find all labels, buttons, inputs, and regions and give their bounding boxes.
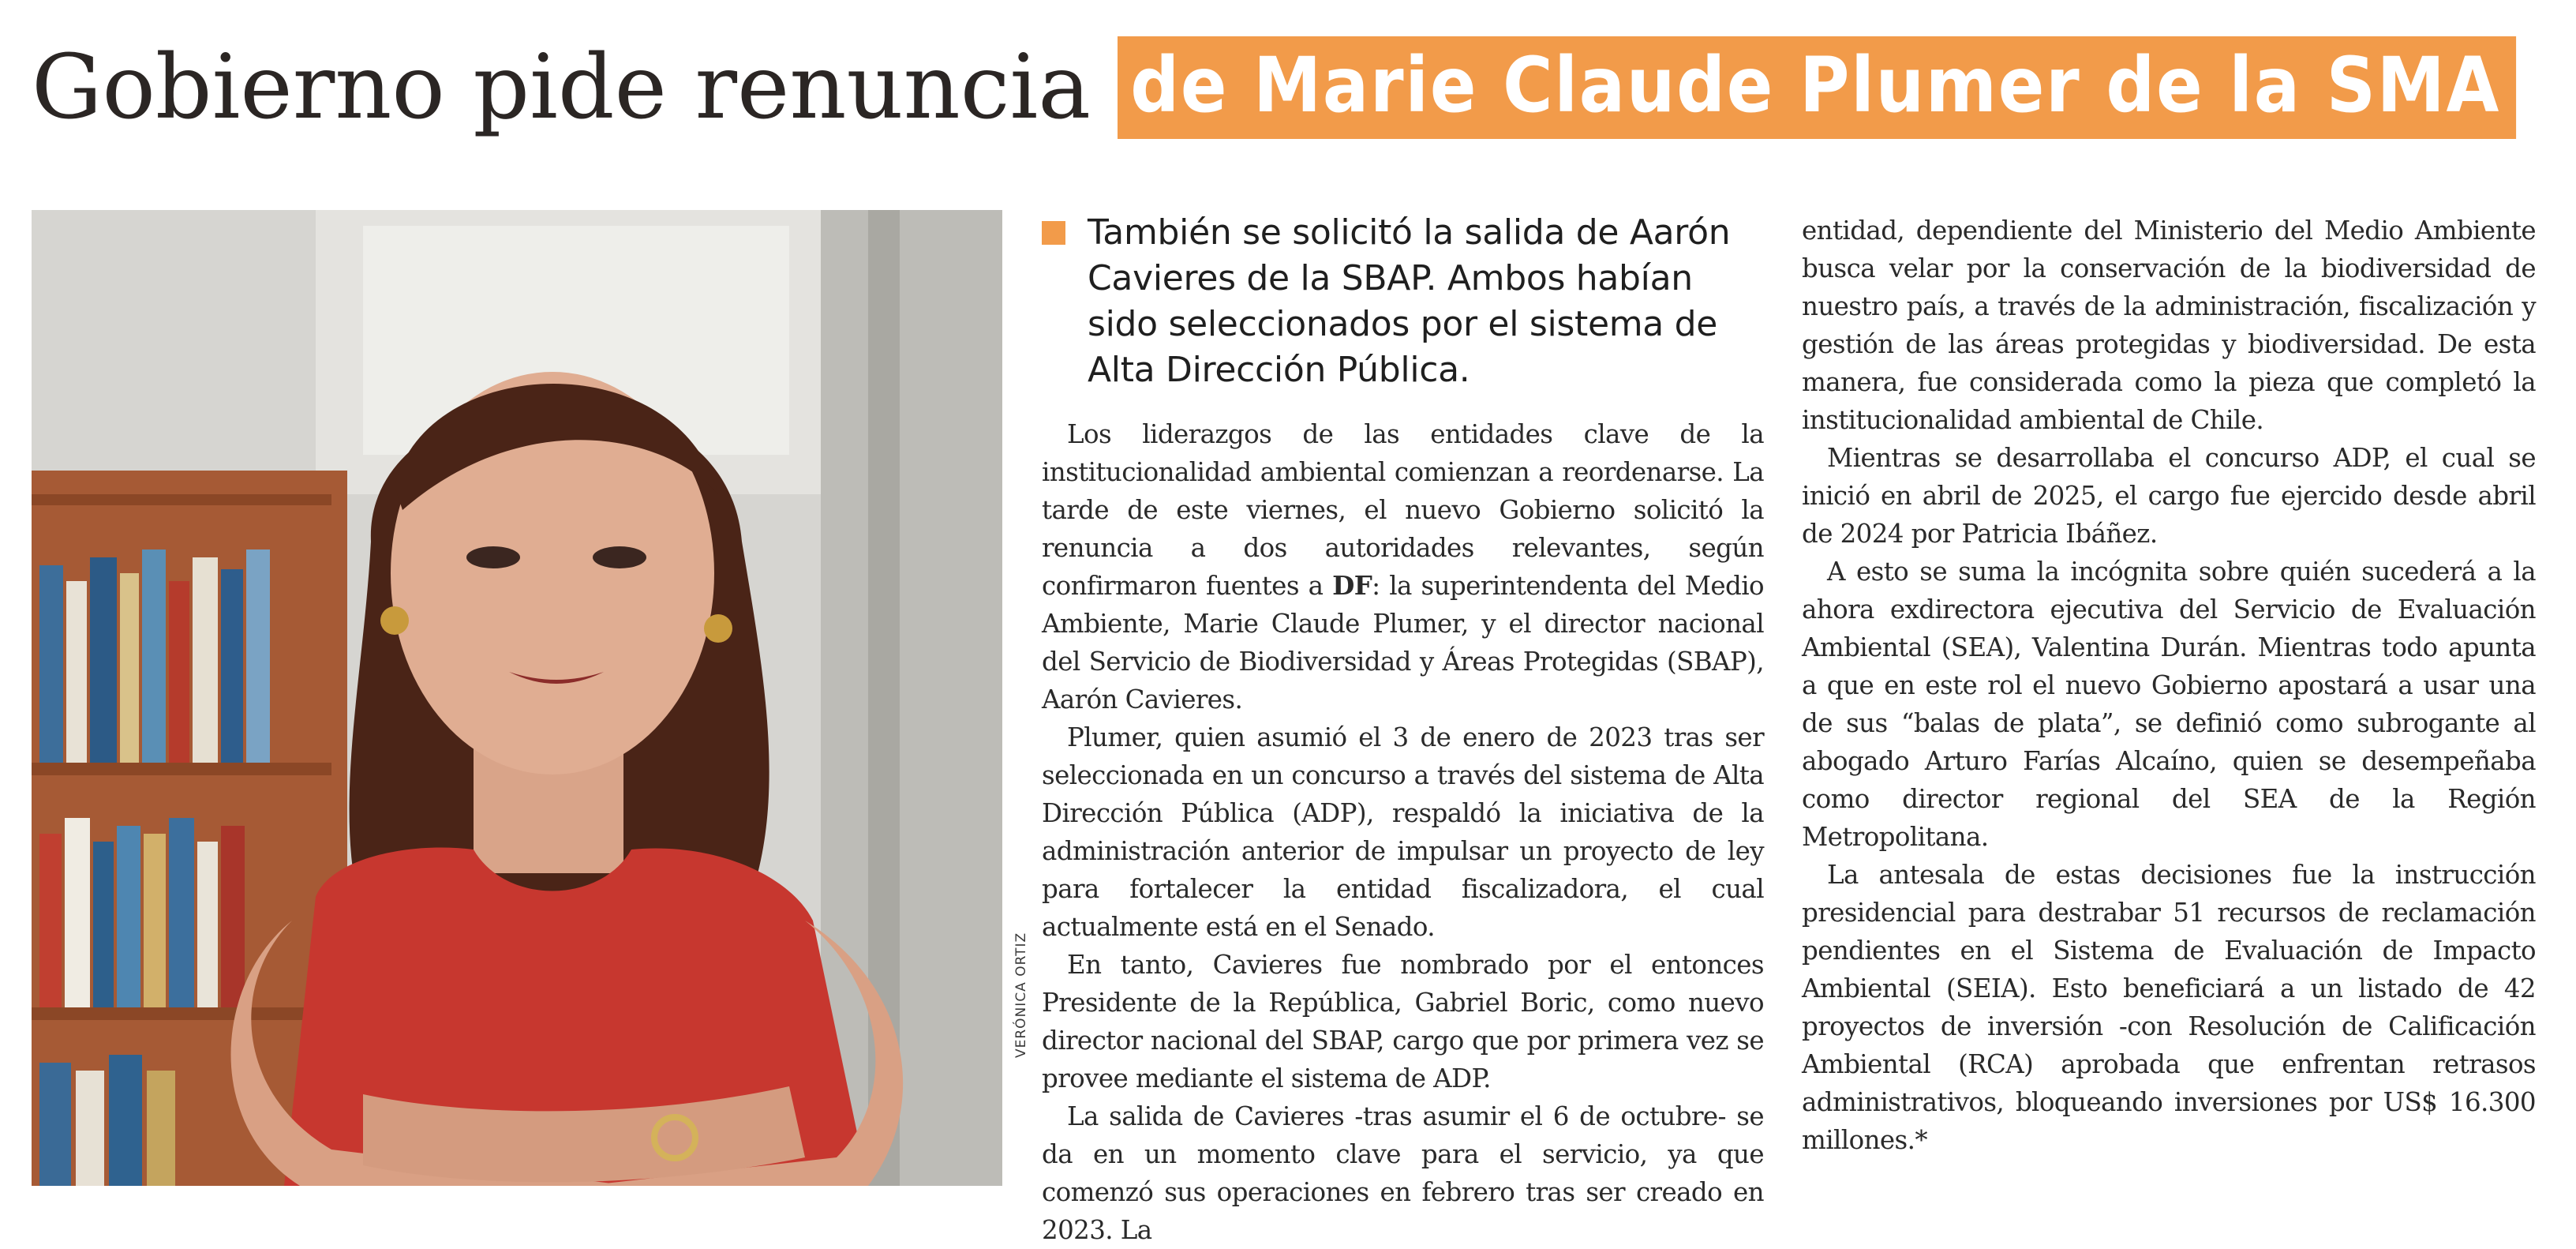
article-p7-text: La antesala de estas decisiones fue la instrucción presidencial para destrabar 51 recursos de reclamación pendientes en el Sistema de Evaluación de Impacto Ambiental (SEIA). Esto beneficiará a un listado de 42 proyectos de inversión -con Resolución de Calificación Ambiental (RCA) aprobada que enfrentan retrasos administrativos, bloqueando inversiones por US$ 16.300 millones.: [1802, 860, 2536, 1155]
article-column-2: [1802, 212, 2536, 1159]
article-p1-text: Los liderazgos de las entidades clave de la institucionalidad ambiental comienzan a reordenarse. La tarde de este viernes, el nuevo Gobierno solicitó la renuncia a dos autoridades relevantes, según confirmaron fuentes a: [1042, 419, 1764, 601]
article-paragraph-1: [1042, 415, 1764, 718]
article-paragraph-3: En tanto, Cavieres fue nombrado por el entonces Presidente de la República, Gabriel Boric, como nuevo director nacional del SBAP, cargo que por primera vez se provee mediante el sistema de ADP.: [1042, 950, 1764, 1093]
portrait-illustration: [32, 210, 1002, 1186]
lead-summary: [1042, 210, 1736, 393]
article-p1-rest: : la superintendenta del Medio Ambiente, Marie Claude Plumer, y el director nacional del Servicio de Biodiversidad y Áreas Protegidas (SBAP), Aarón Cavieres.: [1042, 571, 1764, 715]
article-paragraph-2: Plumer, quien asumió el 3 de enero de 2023 tras ser seleccionada en un concurso a través del sistema de Alta Dirección Pública (ADP), respaldó la iniciativa de la administración anterior de impulsar un proyecto de ley para fortalecer la entidad fiscalizadora, el cual actualmente está en el Senado.: [1042, 722, 1764, 942]
article-paragraph-5: Mientras se desarrollaba el concurso ADP, el cual se inició en abril de 2025, el cargo fue ejercido desde abril de 2024 por Patricia Ibáñez.: [1802, 443, 2536, 549]
portrait-photo: [32, 210, 1002, 1186]
article-paragraph-4-start: La salida de Cavieres -tras asumir el 6 de octubre- se da en un momento clave para el servicio, ya que comenzó sus operaciones en febrero tras ser creado en 2023. La: [1042, 1101, 1764, 1245]
article-paragraph-4-end: entidad, dependiente del Ministerio del Medio Ambiente busca velar por la conservación de la biodiversidad de nuestro país, a través de la administración, fiscalización y gestión de las áreas protegidas y biodiversidad. De esta manera, fue considerada como la pieza que completó la institucionalidad ambiental de Chile.: [1802, 216, 2536, 435]
article-end-mark: *: [1915, 1125, 1927, 1155]
article-p1-bold: DF: [1332, 570, 1372, 601]
lead-text: También se solicitó la salida de Aarón Cavieres de la SBAP. Ambos habían sido seleccionados por el sistema de Alta Dirección Pública.: [1088, 212, 1731, 390]
article-paragraph-6: A esto se suma la incógnita sobre quién sucederá a la ahora exdirectora ejecutiva del Servicio de Evaluación Ambiental (SEA), Valentina Durán. Mientras todo apunta a que en este rol el nuevo Gobierno apostará a usar una de sus “balas de plata”, se definió como subrogante al abogado Arturo Farías Alcaíno, quien se desempeñaba como director regional del SEA de la Región Metropolitana.: [1802, 557, 2536, 852]
article-paragraph-7: [1802, 856, 2536, 1159]
headline: [32, 28, 2576, 147]
photo-credit: VERÓNICA ORTIZ: [1013, 932, 1029, 1058]
article-column-1: [1042, 415, 1764, 1249]
headline-highlight: de Marie Claude Plumer de la SMA: [1118, 36, 2516, 139]
headline-plain: Gobierno pide renuncia: [32, 36, 1091, 139]
